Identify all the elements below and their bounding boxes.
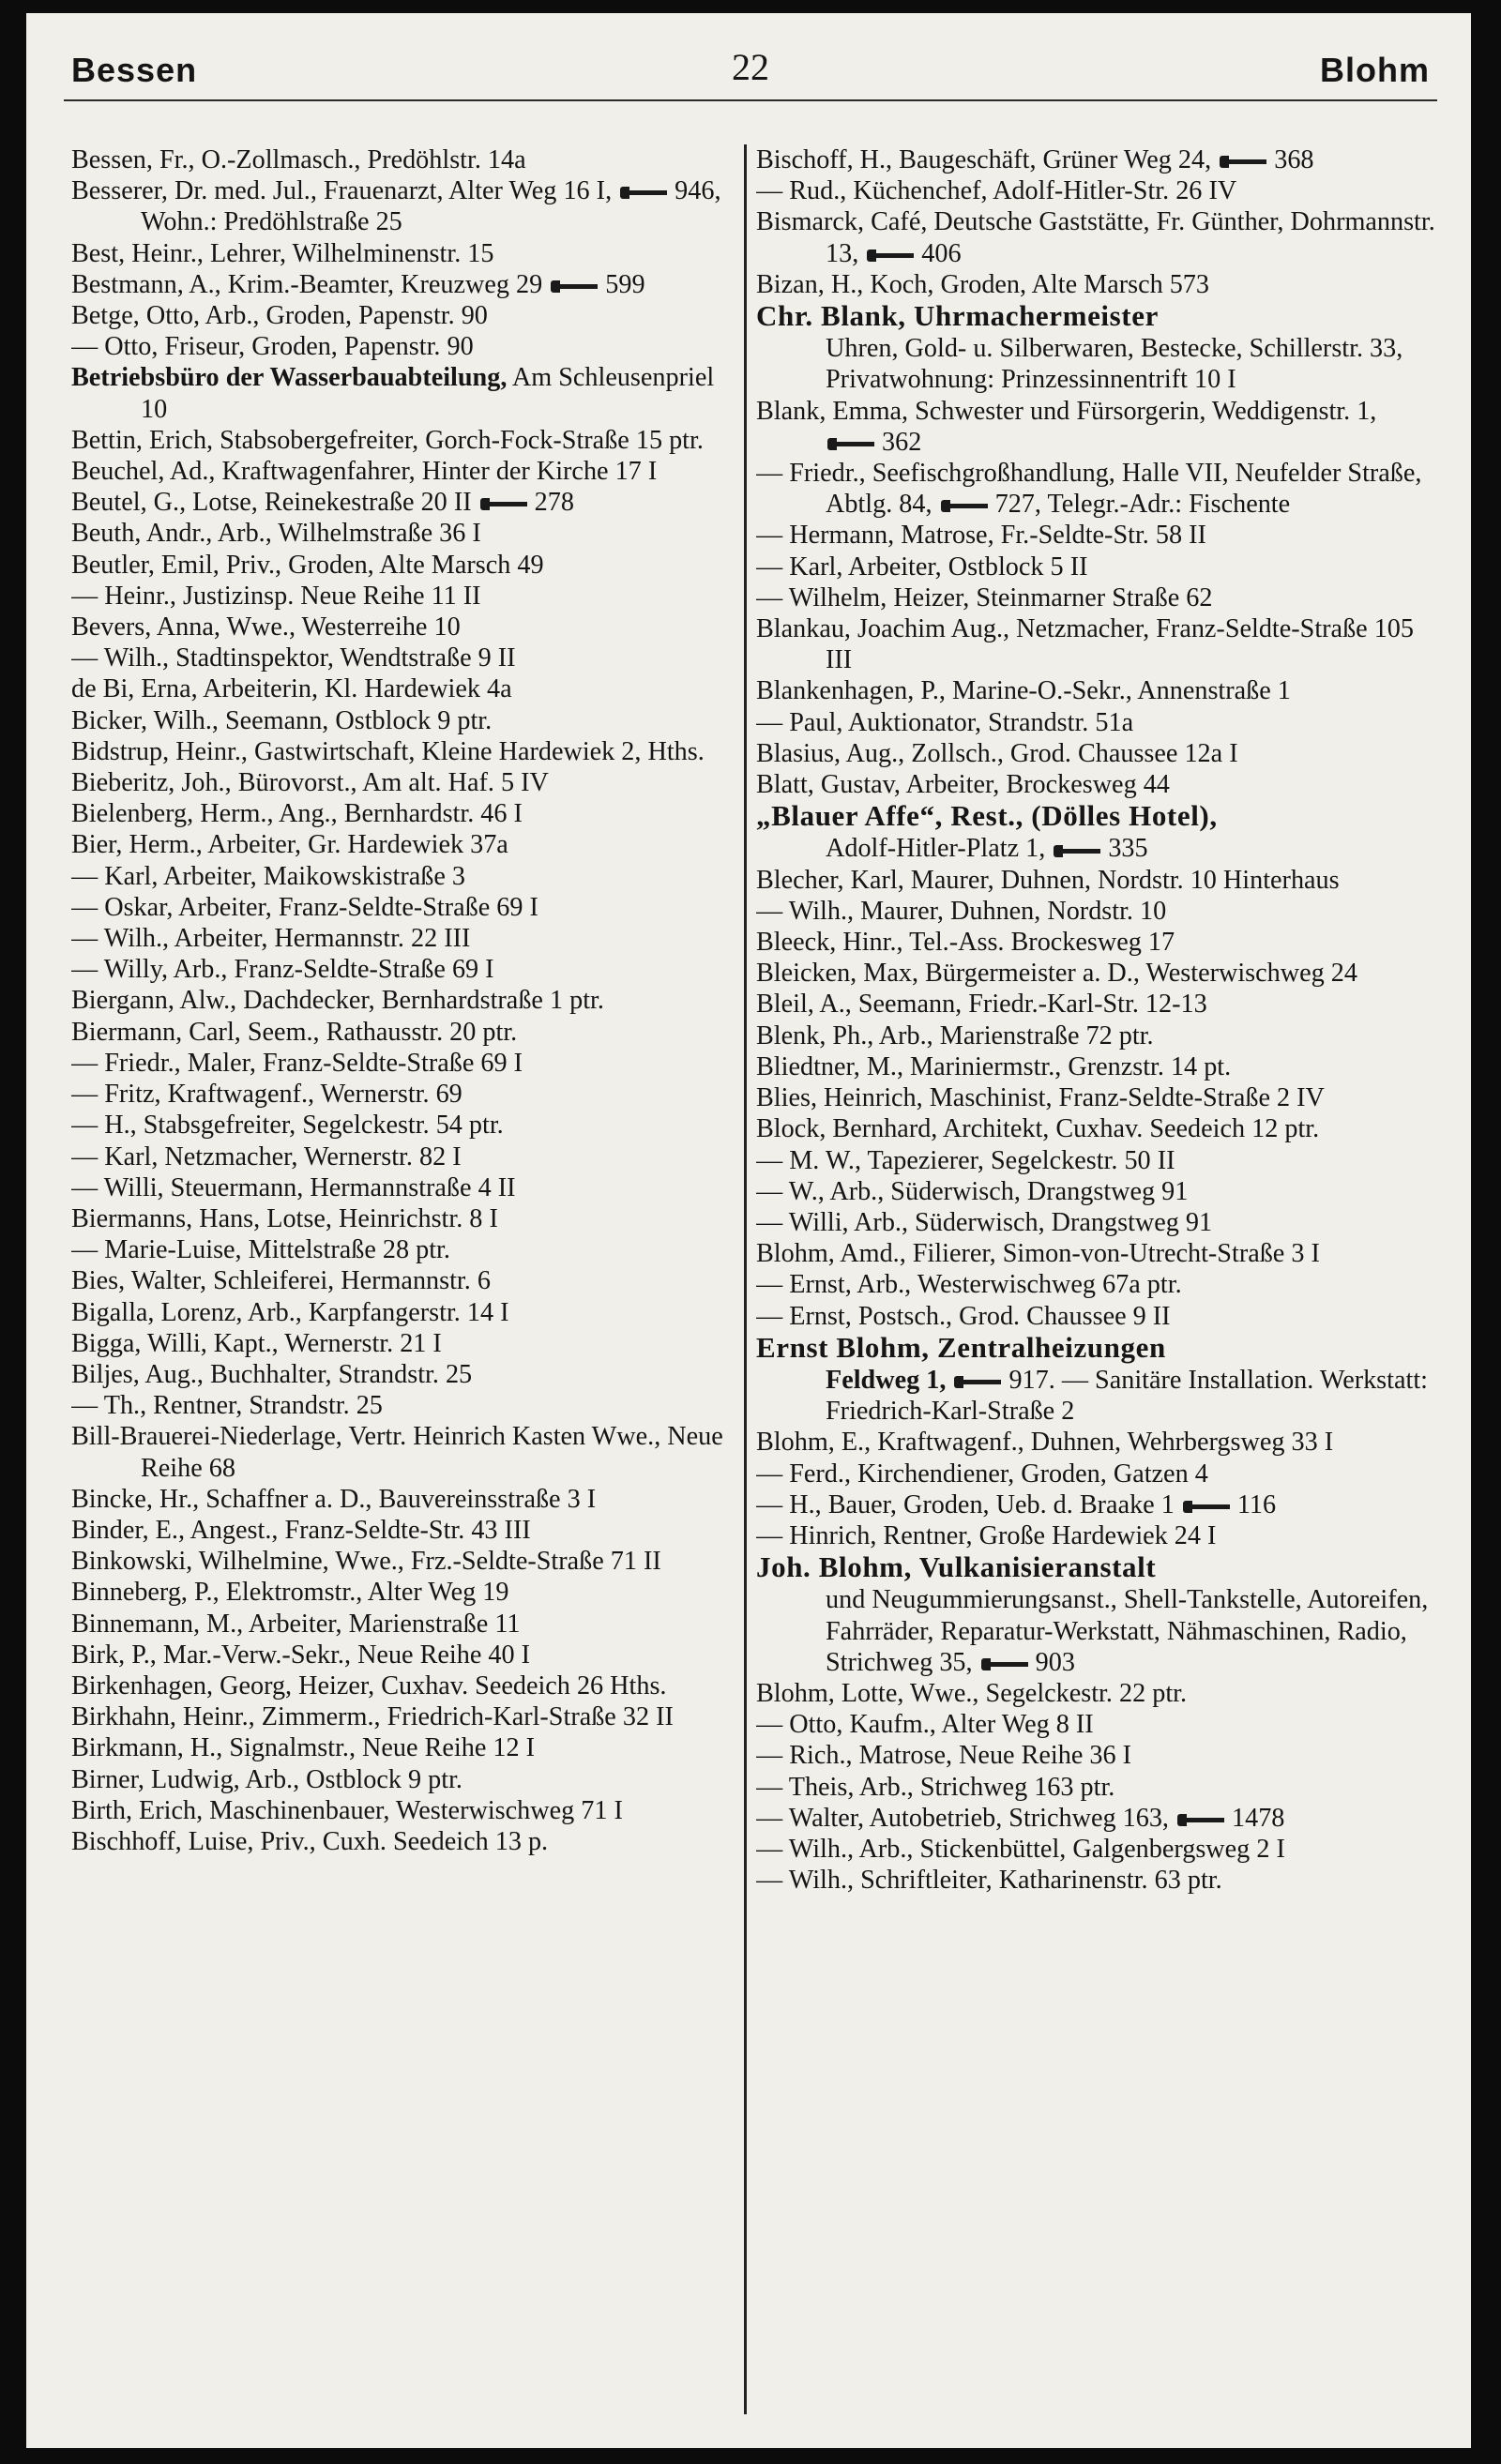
telephone-icon bbox=[1183, 1501, 1230, 1513]
telephone-icon bbox=[827, 438, 874, 450]
entry-text: de Bi, Erna, Arbeiterin, Kl. Hardewiek 4a bbox=[71, 674, 512, 704]
entry-text: Beutel, G., Lotse, Reinekestraße 20 II bbox=[71, 488, 478, 518]
entry-text: Bigalla, Lorenz, Arb., Karpfangerstr. 14 I bbox=[71, 1297, 509, 1327]
entry-bold-address: Feldweg 1, bbox=[826, 1365, 953, 1395]
entry-text: Blasius, Aug., Zollsch., Grod. Chaussee 12a I bbox=[756, 738, 1238, 768]
entry-text: Blenk, Ph., Arb., Marienstraße 72 ptr. bbox=[756, 1020, 1154, 1051]
directory-entry bbox=[71, 1609, 739, 1640]
entry-text: Bleicken, Max, Bürgermeister a. D., Westerwischweg 24 bbox=[756, 959, 1357, 989]
entry-text-after: , Wohn.: Predöhlstraße 25 bbox=[141, 176, 721, 237]
entry-text: Bieberitz, Joh., Bürovorst., Am alt. Haf. 5 IV bbox=[71, 768, 549, 798]
entry-text: Besserer, Dr. med. Jul., Frauenarzt, Alter Weg 16 I, bbox=[71, 176, 619, 206]
directory-entry bbox=[756, 865, 1435, 896]
directory-entry bbox=[756, 1520, 1435, 1551]
directory-entry bbox=[71, 1203, 739, 1234]
directory-entry bbox=[71, 1701, 739, 1732]
directory-entry bbox=[756, 1301, 1435, 1332]
entry-text: Blank, Emma, Schwester und Fürsorgerin, Weddigenstr. 1, bbox=[756, 396, 1377, 426]
directory-entry bbox=[756, 144, 1435, 175]
entry-text: Rich., Matrose, Neue Reihe 36 I bbox=[789, 1741, 1132, 1771]
directory-entry bbox=[71, 1484, 739, 1515]
directory-entry bbox=[71, 487, 739, 518]
directory-entry bbox=[71, 985, 739, 1016]
entry-text: Marie-Luise, Mittelstraße 28 ptr. bbox=[104, 1235, 450, 1265]
entry-text: Rud., Küchenchef, Adolf-Hitler-Str. 26 IV bbox=[789, 176, 1237, 206]
page-number: 22 bbox=[732, 46, 769, 88]
directory-entry bbox=[756, 1051, 1435, 1082]
page-header bbox=[64, 41, 1437, 101]
phone-number: 278 bbox=[534, 488, 574, 518]
directory-entry bbox=[71, 705, 739, 736]
entry-text: Friedr., Seefischgroßhandlung, Halle VII, Neufelder Straße, Abtlg. 84, bbox=[789, 459, 1422, 520]
telephone-icon bbox=[551, 280, 598, 293]
directory-entry bbox=[71, 1110, 739, 1141]
entry-text: Bill-Brauerei-Niederlage, Vertr. Heinrich Kasten Wwe., Neue Reihe 68 bbox=[71, 1422, 723, 1483]
entry-text: Birkhahn, Heinr., Zimmerm., Friedrich-Karl-Straße 32 II bbox=[71, 1702, 674, 1732]
directory-entry bbox=[756, 1678, 1435, 1709]
phone-number: 946 bbox=[675, 176, 715, 206]
entry-text: Birkenhagen, Georg, Heizer, Cuxhav. Seedeich 26 Hths. bbox=[71, 1670, 667, 1701]
entry-text: Karl, Netzmacher, Wernerstr. 82 I bbox=[104, 1141, 462, 1172]
directory-entry bbox=[71, 1234, 739, 1265]
entry-text: W., Arb., Süderwisch, Drangstweg 91 bbox=[788, 1176, 1189, 1206]
directory-entry bbox=[756, 1082, 1435, 1113]
entry-text: Bidstrup, Heinr., Gastwirtschaft, Kleine Hardewiek 2, Hths. bbox=[71, 736, 705, 766]
directory-entry bbox=[71, 1172, 739, 1203]
entry-text: Bliedtner, M., Mariniermstr., Grenzstr. 14 pt. bbox=[756, 1051, 1232, 1081]
phone-number: 362 bbox=[882, 427, 922, 457]
entry-text-after: . — Sanitäre Installation. Werkstatt: Friedrich-Karl-Straße 2 bbox=[826, 1365, 1428, 1427]
directory-entry bbox=[71, 892, 739, 923]
entry-text: Fritz, Kraftwagenf., Wernerstr. 69 bbox=[104, 1080, 462, 1110]
column-divider bbox=[744, 144, 747, 2414]
directory-entry bbox=[756, 1145, 1435, 1176]
directory-entry bbox=[71, 300, 739, 331]
directory-entry bbox=[71, 518, 739, 549]
entry-text: Ferd., Kirchendiener, Groden, Gatzen 4 bbox=[789, 1459, 1208, 1489]
directory-entry bbox=[756, 1238, 1435, 1269]
phone-number: 116 bbox=[1236, 1489, 1277, 1519]
entry-text: Bleeck, Hinr., Tel.-Ass. Brockesweg 17 bbox=[756, 928, 1175, 958]
phone-number: 1478 bbox=[1232, 1803, 1285, 1833]
directory-entry bbox=[756, 582, 1435, 613]
directory-entry bbox=[756, 927, 1435, 958]
entry-text: Wilh., Schriftleiter, Katharinenstr. 63 ptr. bbox=[788, 1866, 1222, 1896]
entry-text: Best, Heinr., Lehrer, Wilhelminenstr. 15 bbox=[71, 238, 494, 268]
entry-text: Biljes, Aug., Buchhalter, Strandstr. 25 bbox=[71, 1359, 473, 1389]
entry-text: Beuchel, Ad., Kraftwagenfahrer, Hinter der Kirche 17 I bbox=[71, 457, 658, 487]
directory-entry bbox=[756, 1740, 1435, 1771]
directory-entry bbox=[756, 1551, 1435, 1678]
directory-entry bbox=[71, 829, 739, 860]
directory-entry bbox=[71, 550, 739, 581]
header-left-keyword: Bessen bbox=[71, 51, 198, 89]
directory-entry bbox=[756, 300, 1435, 396]
directory-entry bbox=[756, 552, 1435, 582]
directory-entry bbox=[71, 1764, 739, 1795]
directory-entry bbox=[756, 396, 1435, 458]
directory-entry bbox=[71, 1017, 739, 1048]
directory-entry bbox=[71, 1328, 739, 1359]
entry-text: Willi, Steuermann, Hermannstraße 4 II bbox=[103, 1172, 516, 1202]
directory-entry bbox=[756, 1020, 1435, 1051]
entry-text: Bies, Walter, Schleiferei, Hermannstr. 6 bbox=[71, 1266, 491, 1296]
entry-text: Blankenhagen, P., Marine-O.-Sekr., Annenstraße 1 bbox=[756, 676, 1291, 706]
telephone-icon bbox=[1177, 1814, 1224, 1826]
phone-number: 903 bbox=[1035, 1647, 1075, 1677]
entry-text: Bettin, Erich, Stabsobergefreiter, Gorch-Fock-Straße 15 ptr. bbox=[71, 425, 704, 455]
entry-text: Beutler, Emil, Priv., Groden, Alte Marsch 49 bbox=[71, 550, 544, 580]
phone-number: 335 bbox=[1108, 834, 1148, 864]
business-name: Chr. Blank, Uhrmachermeister bbox=[756, 299, 1159, 333]
entry-text: Binkowski, Wilhelmine, Wwe., Frz.-Seldte-Straße 71 II bbox=[71, 1547, 661, 1577]
directory-entry bbox=[756, 269, 1435, 300]
entry-text: Betge, Otto, Arb., Groden, Papenstr. 90 bbox=[71, 301, 488, 331]
entry-text: Binneberg, P., Elektromstr., Alter Weg 19 bbox=[71, 1578, 509, 1608]
directory-entry bbox=[71, 954, 739, 985]
directory-entry bbox=[71, 1826, 739, 1857]
directory-entry bbox=[756, 989, 1435, 1020]
entry-text: Am Schleusenpriel 10 bbox=[141, 363, 715, 424]
entry-text: Binder, E., Angest., Franz-Seldte-Str. 43 III bbox=[71, 1515, 531, 1545]
directory-entry bbox=[71, 1515, 739, 1546]
directory-entry bbox=[71, 425, 739, 456]
directory-entry bbox=[71, 798, 739, 829]
directory-entry bbox=[756, 896, 1435, 927]
entry-text: Friedr., Maler, Franz-Seldte-Straße 69 I bbox=[104, 1048, 523, 1078]
telephone-icon bbox=[954, 1376, 1001, 1388]
entry-text: Bestmann, A., Krim.-Beamter, Kreuzweg 29 bbox=[71, 269, 550, 299]
telephone-icon bbox=[1220, 156, 1266, 168]
directory-entry bbox=[71, 1141, 739, 1172]
directory-entry bbox=[756, 707, 1435, 738]
directory-entry bbox=[756, 175, 1435, 206]
telephone-icon bbox=[941, 500, 988, 512]
business-name: „Blauer Affe“, Rest., (Dölles Hotel), bbox=[756, 799, 1218, 833]
telephone-icon bbox=[981, 1658, 1028, 1670]
directory-entry bbox=[71, 144, 739, 175]
entry-text: Birner, Ludwig, Arb., Ostblock 9 ptr. bbox=[71, 1764, 462, 1794]
entry-text: Block, Bernhard, Architekt, Cuxhav. Seedeich 12 ptr. bbox=[756, 1114, 1320, 1144]
entry-text: Ernst, Arb., Westerwischweg 67a ptr. bbox=[789, 1270, 1182, 1300]
entry-text: Bismarck, Café, Deutsche Gaststätte, Fr. Günther, Dohrmannstr. 13, bbox=[756, 207, 1435, 268]
entry-text: Hermann, Matrose, Fr.-Seldte-Str. 58 II bbox=[789, 521, 1206, 551]
directory-entry bbox=[756, 1113, 1435, 1144]
entry-text: Bigga, Willi, Kapt., Wernerstr. 21 I bbox=[71, 1328, 442, 1358]
directory-entry bbox=[756, 206, 1435, 268]
entry-text: Bischhoff, Luise, Priv., Cuxh. Seedeich 13 p. bbox=[71, 1826, 549, 1856]
directory-entry bbox=[71, 673, 739, 704]
entry-text: Wilh., Arbeiter, Hermannstr. 22 III bbox=[103, 924, 471, 954]
entry-text: Otto, Kaufm., Alter Weg 8 II bbox=[789, 1710, 1094, 1740]
entry-text: Blohm, Amd., Filierer, Simon-von-Utrecht-Straße 3 I bbox=[756, 1239, 1320, 1269]
entry-text: Binnemann, M., Arbeiter, Marienstraße 11 bbox=[71, 1609, 521, 1639]
entry-text: M. W., Tapezierer, Segelckestr. 50 II bbox=[789, 1145, 1175, 1175]
directory-entry bbox=[71, 1795, 739, 1826]
directory-entry bbox=[71, 1670, 739, 1701]
directory-entry bbox=[756, 520, 1435, 551]
directory-entry bbox=[756, 1207, 1435, 1238]
phone-number: 917 bbox=[1008, 1365, 1049, 1395]
directory-page bbox=[26, 13, 1471, 2448]
directory-entry bbox=[756, 1803, 1435, 1834]
entry-bold-name: Betriebsbüro der Wasserbauabteilung, bbox=[71, 363, 508, 393]
directory-entry bbox=[71, 269, 739, 300]
directory-entry bbox=[756, 1176, 1435, 1207]
entry-text: Ernst, Postsch., Grod. Chaussee 9 II bbox=[789, 1301, 1171, 1331]
directory-entry bbox=[71, 362, 739, 424]
directory-entry bbox=[756, 675, 1435, 706]
entry-text: Bessen, Fr., O.-Zollmasch., Predöhlstr. 14a bbox=[71, 145, 526, 174]
directory-entry bbox=[71, 1265, 739, 1296]
entry-text: Hinrich, Rentner, Große Hardewiek 24 I bbox=[789, 1520, 1217, 1550]
directory-entry bbox=[756, 1269, 1435, 1300]
directory-entry bbox=[756, 800, 1435, 864]
directory-entry bbox=[71, 923, 739, 954]
directory-entry bbox=[71, 1359, 739, 1390]
entry-text: Wilh., Maurer, Duhnen, Nordstr. 10 bbox=[788, 896, 1167, 926]
directory-entry bbox=[756, 769, 1435, 800]
directory-entry bbox=[71, 1732, 739, 1763]
entry-text: Walter, Autobetrieb, Strichweg 163, bbox=[788, 1803, 1176, 1833]
entry-text: H., Stabsgefreiter, Segelckestr. 54 ptr. bbox=[104, 1111, 504, 1141]
entry-text: Oskar, Arbeiter, Franz-Seldte-Straße 69 I bbox=[104, 892, 538, 922]
business-name: Joh. Blohm, Vulkanisieranstalt bbox=[756, 1550, 1157, 1584]
directory-entry bbox=[71, 456, 739, 487]
directory-entry bbox=[71, 1390, 739, 1421]
directory-entry bbox=[71, 1079, 739, 1110]
entry-text: Bizan, H., Koch, Groden, Alte Marsch 573 bbox=[756, 269, 1209, 299]
entry-text: Karl, Arbeiter, Maikowskistraße 3 bbox=[104, 861, 466, 891]
entry-text-after: , Telegr.-Adr.: Fischente bbox=[1034, 490, 1291, 520]
entry-text: Bischoff, H., Baugeschäft, Grüner Weg 24, bbox=[756, 145, 1219, 174]
entry-text: Willy, Arb., Franz-Seldte-Straße 69 I bbox=[103, 955, 494, 985]
directory-entry bbox=[71, 175, 739, 237]
entry-text: Blecher, Karl, Maurer, Duhnen, Nordstr. 10 Hinterhaus bbox=[756, 865, 1340, 895]
directory-entry bbox=[71, 1640, 739, 1670]
entry-text: Blohm, Lotte, Wwe., Segelckestr. 22 ptr. bbox=[756, 1678, 1188, 1708]
telephone-icon bbox=[1054, 845, 1100, 857]
phone-number: 599 bbox=[605, 269, 645, 299]
entry-text: Paul, Auktionator, Strandstr. 51a bbox=[789, 707, 1134, 737]
left-column bbox=[71, 144, 739, 2433]
directory-entry bbox=[756, 958, 1435, 989]
entry-text: H., Bauer, Groden, Ueb. d. Braake 1 bbox=[789, 1489, 1181, 1519]
telephone-icon bbox=[867, 249, 914, 262]
entry-text: Blies, Heinrich, Maschinist, Franz-Seldte-Straße 2 IV bbox=[756, 1083, 1325, 1113]
directory-entry bbox=[756, 458, 1435, 520]
directory-entry bbox=[756, 1459, 1435, 1489]
entry-text: Adolf-Hitler-Platz 1, bbox=[826, 834, 1053, 864]
directory-entry bbox=[756, 1772, 1435, 1803]
entry-text: Karl, Arbeiter, Ostblock 5 II bbox=[789, 552, 1088, 582]
directory-entry bbox=[71, 1297, 739, 1328]
phone-number: 406 bbox=[921, 238, 962, 268]
entry-text: Bier, Herm., Arbeiter, Gr. Hardewiek 37a bbox=[71, 830, 508, 860]
entry-text: Biergann, Alw., Dachdecker, Bernhardstraße 1 ptr. bbox=[71, 986, 604, 1016]
directory-entry bbox=[71, 1577, 739, 1608]
directory-entry bbox=[71, 1421, 739, 1483]
directory-entry bbox=[71, 238, 739, 269]
directory-entry bbox=[71, 1048, 739, 1079]
entry-text: Bielenberg, Herm., Ang., Bernhardstr. 46 I bbox=[71, 799, 523, 829]
entry-text: und Neugummierungsanst., Shell-Tankstelle, Autoreifen, Fahrräder, Reparatur-Werkstatt, Nähmaschinen, Radio, Strichweg 35, bbox=[826, 1585, 1429, 1677]
entry-text: Wilh., Arb., Stickenbüttel, Galgenbergsweg 2 I bbox=[788, 1834, 1285, 1864]
directory-entry bbox=[71, 1546, 739, 1577]
directory-entry bbox=[71, 581, 739, 612]
directory-entry bbox=[71, 612, 739, 642]
directory-entry bbox=[756, 1489, 1435, 1520]
directory-entry bbox=[756, 1834, 1435, 1865]
entry-text: Otto, Friseur, Groden, Papenstr. 90 bbox=[104, 332, 474, 362]
entry-text: Willi, Arb., Süderwisch, Drangstweg 91 bbox=[788, 1207, 1213, 1237]
entry-text: Biermanns, Hans, Lotse, Heinrichstr. 8 I bbox=[71, 1203, 498, 1233]
entry-text: Birth, Erich, Maschinenbauer, Westerwischweg 71 I bbox=[71, 1795, 623, 1825]
right-column bbox=[756, 144, 1435, 2433]
entry-text: Bincke, Hr., Schaffner a. D., Bauvereinsstraße 3 I bbox=[71, 1484, 597, 1514]
entry-text: Wilhelm, Heizer, Steinmarner Straße 62 bbox=[788, 582, 1213, 612]
telephone-icon bbox=[620, 187, 667, 199]
directory-entry bbox=[71, 861, 739, 892]
phone-number: 727 bbox=[994, 490, 1035, 520]
entry-text: Blohm, E., Kraftwagenf., Duhnen, Wehrbergsweg 33 I bbox=[756, 1428, 1334, 1458]
entry-text: Beuth, Andr., Arb., Wilhelmstraße 36 I bbox=[71, 519, 481, 549]
directory-entry bbox=[756, 613, 1435, 675]
directory-entry bbox=[756, 1865, 1435, 1896]
entry-text: Wilh., Stadtinspektor, Wendtstraße 9 II bbox=[103, 643, 516, 673]
telephone-icon bbox=[480, 498, 527, 510]
header-right-keyword: Blohm bbox=[1320, 51, 1430, 89]
directory-entry bbox=[71, 642, 739, 673]
entry-text: Blankau, Joachim Aug., Netzmacher, Franz-Seldte-Straße 105 III bbox=[756, 614, 1414, 675]
directory-entry bbox=[756, 738, 1435, 769]
directory-entry bbox=[71, 331, 739, 362]
phone-number: 368 bbox=[1274, 145, 1314, 174]
directory-entry bbox=[756, 1709, 1435, 1740]
entry-text: Th., Rentner, Strandstr. 25 bbox=[103, 1391, 383, 1421]
directory-entry bbox=[756, 1427, 1435, 1458]
entry-text: Birkmann, H., Signalmstr., Neue Reihe 12 I bbox=[71, 1733, 535, 1763]
directory-entry bbox=[71, 767, 739, 798]
entry-text: Blatt, Gustav, Arbeiter, Brockesweg 44 bbox=[756, 770, 1170, 800]
directory-entry bbox=[756, 1332, 1435, 1428]
entry-text: Bleil, A., Seemann, Friedr.-Karl-Str. 12-13 bbox=[756, 990, 1207, 1020]
entry-text: Bevers, Anna, Wwe., Westerreihe 10 bbox=[71, 612, 461, 642]
business-name: Ernst Blohm, Zentralheizungen bbox=[756, 1330, 1166, 1364]
directory-entry bbox=[71, 736, 739, 767]
entry-text: Uhren, Gold- u. Silberwaren, Bestecke, Schillerstr. 33, Privatwohnung: Prinzessinnentrift 10 I bbox=[826, 334, 1403, 395]
entry-text: Theis, Arb., Strichweg 163 ptr. bbox=[788, 1772, 1115, 1802]
entry-text: Biermann, Carl, Seem., Rathausstr. 20 ptr. bbox=[71, 1017, 518, 1047]
entry-text: Bicker, Wilh., Seemann, Ostblock 9 ptr. bbox=[71, 705, 493, 735]
entry-text: Birk, P., Mar.-Verw.-Sekr., Neue Reihe 40 I bbox=[71, 1640, 531, 1670]
entry-text: Heinr., Justizinsp. Neue Reihe 11 II bbox=[104, 581, 481, 611]
